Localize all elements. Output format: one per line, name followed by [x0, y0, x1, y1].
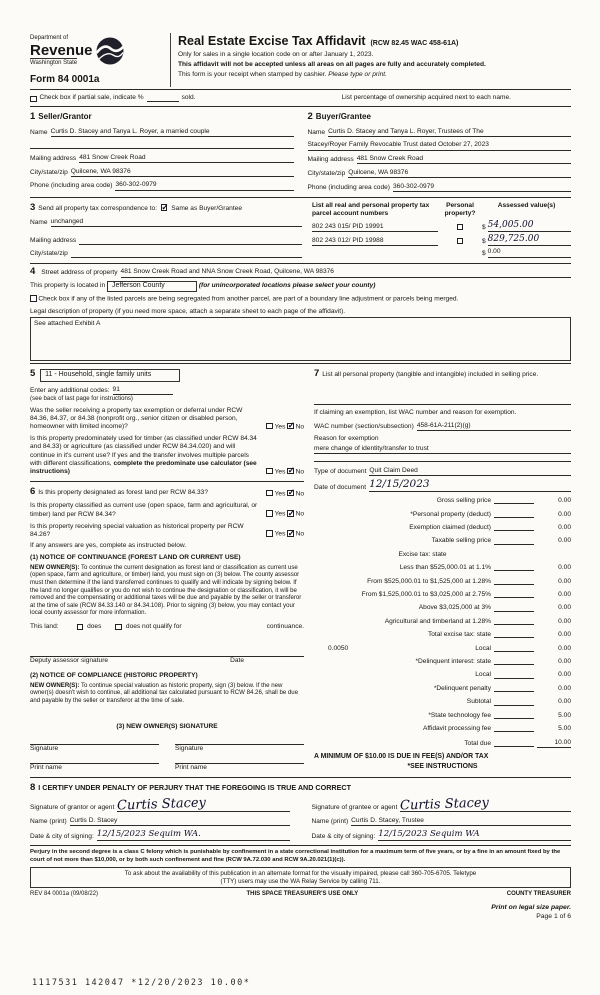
divider — [30, 363, 571, 364]
yes-label: Yes — [274, 530, 286, 538]
seller-buyer-sections — [30, 109, 571, 195]
parcel-row — [312, 235, 571, 246]
does-label: does — [87, 622, 102, 630]
reason-exemption-label: Reason for exemption — [314, 434, 379, 442]
affidavit-processing-fee-value: 5.00 — [558, 725, 571, 733]
certify-statement: I CERTIFY UNDER PENALTY OF PERJURY THAT THE FOREGOING IS TRUE AND CORRECT — [38, 783, 351, 793]
section-1-number: 1 — [30, 111, 36, 123]
footer-row — [30, 891, 571, 899]
gross-selling-price-label: Gross selling price — [436, 497, 491, 505]
print-instructions — [30, 904, 571, 921]
buyer-name-label: Name — [307, 128, 326, 136]
tax-row — [314, 497, 571, 505]
currency-symbol: $ — [482, 224, 486, 232]
owner-signature-pair — [30, 732, 304, 753]
s5q1-yes-checkbox[interactable] — [266, 423, 273, 430]
no-label: No — [295, 423, 304, 430]
header-note-3-text: This form is your receipt when stamped by cashier. — [178, 70, 329, 78]
current-use-question-row — [30, 502, 304, 518]
gross-selling-price-value: 0.00 — [558, 497, 571, 505]
s6q1-yes-checkbox[interactable] — [266, 490, 273, 497]
additional-codes-field[interactable]: 91 — [113, 386, 173, 395]
timber-question-bold: complete the predominate use calculator (see instructions) — [30, 459, 257, 476]
buyer-city-field[interactable]: Quilcene, WA 98376 — [348, 169, 571, 178]
county-select[interactable]: Jefferson County — [107, 281, 197, 292]
street-address-label: Street address of property — [41, 269, 118, 277]
parcel-numbers-header: List all real and personal property tax parcel account numbers — [312, 201, 430, 218]
seller-name-continuation-field[interactable] — [30, 141, 294, 149]
assessed-value-field[interactable]: 829,725.00 — [488, 235, 571, 246]
tax-row — [314, 524, 571, 532]
delinquent-interest-local-label: Local — [475, 671, 491, 679]
divider — [30, 777, 571, 778]
date-label: Date — [230, 657, 244, 665]
agricultural-label: Agricultural and timberland at 1.28% — [384, 617, 491, 625]
washington-state-label: Washington State — [30, 59, 78, 66]
grantee-signature-label: Signature of grantee or agent — [311, 803, 398, 811]
tax-row — [314, 564, 571, 572]
perjury-notice: Perjury in the second degree is a class C felony which is punishable by confinement in a state correctional institution for a maximum term of five years, or by a fine in an amount fixed by the court of not more than $10,000, or by both such confinement and fine (RCW 9A.72.030 and RCW 9A.20.021(1)(c)). — [30, 848, 561, 863]
total-due-label: Total due — [464, 739, 491, 747]
segregation-row — [30, 295, 571, 304]
header-note-1: Only for sales in a single location code on or after January 1, 2023. — [178, 51, 374, 59]
tax-row — [314, 511, 571, 519]
tier4-value: 0.00 — [558, 604, 571, 612]
excise-tax-state-header: Excise tax: state — [398, 550, 447, 558]
grantor-date-city-field[interactable]: 12/15/2023 Sequim WA. — [97, 830, 290, 841]
total-excise-state-value: 0.00 — [558, 631, 571, 639]
revenue-label: Revenue — [30, 41, 93, 59]
see-instructions-note: *SEE INSTRUCTIONS — [407, 763, 478, 771]
section-3-correspondence — [30, 200, 571, 261]
parcel-number-field[interactable]: 802 243 012/ PID 19988 — [312, 237, 438, 246]
signature-label: Signature — [175, 744, 204, 752]
legal-description-value: See attached Exhibit A — [34, 319, 101, 327]
leader-line — [494, 664, 534, 665]
rev-number: REV 84 0001a (09/08/22) — [30, 890, 99, 897]
state-technology-fee-label: *State technology fee — [428, 711, 491, 719]
seller-phone-field[interactable]: 360-302-0979 — [115, 181, 293, 190]
tax-row — [314, 618, 571, 626]
local-tax-value: 0.00 — [558, 644, 571, 652]
no-label: No — [295, 510, 304, 518]
buyer-phone-label: Phone (including area code) — [307, 183, 390, 191]
correspondence-mailing-label: Mailing address — [30, 236, 77, 244]
seller-mailing-label: Mailing address — [30, 154, 77, 162]
same-as-buyer-label: Same as Buyer/Grantee — [171, 204, 242, 212]
local-rate-row — [314, 645, 571, 653]
tax-row — [314, 631, 571, 639]
tax-row — [314, 725, 571, 733]
leader-line — [494, 691, 534, 692]
page-indicator: Page 1 of 6 — [536, 912, 571, 920]
segregated-label: Check box if any of the listed parcels are being segregated from another parcel, are part of a boundary line adjustment or parcels being merged. — [38, 295, 459, 303]
leader-line — [494, 611, 534, 612]
title-block — [170, 33, 571, 87]
buyer-mailing-field[interactable]: 481 Snow Creek Road — [357, 155, 571, 164]
subtotal-label: Subtotal — [466, 698, 491, 706]
tier4-label: Above $3,025,000 at 3% — [418, 604, 491, 612]
s6q1-no-checkbox[interactable] — [287, 490, 294, 497]
divider — [30, 845, 571, 846]
legal-size-note: Print on legal size paper. — [491, 904, 571, 912]
leader-line — [494, 597, 534, 598]
send-correspondence-label: Send all property tax correspondence to: — [38, 204, 158, 212]
deputy-assessor-label: Deputy assessor signature — [30, 657, 109, 665]
leader-line — [494, 637, 534, 638]
personal-property-deduct-label: *Personal property (deduct) — [410, 510, 491, 518]
parcel-row — [312, 221, 571, 232]
parcel-table — [312, 202, 571, 258]
section-6-number: 6 — [30, 486, 36, 498]
currency-symbol: $ — [482, 249, 486, 257]
grantee-signature-field[interactable] — [400, 795, 571, 814]
buyer-city-label: City/state/zip — [307, 169, 346, 177]
buyer-mailing-label: Mailing address — [307, 156, 354, 164]
timber-question-row — [30, 435, 304, 476]
tier3-label: From $1,525,000.01 to $3,025,000 at 2.75% — [361, 590, 491, 598]
page-title: Real Estate Excise Tax Affidavit — [178, 34, 366, 48]
buyer-grantee-title: Buyer/Grantee — [315, 112, 371, 122]
additional-codes-label: Enter any additional codes: — [30, 386, 110, 394]
leader-line — [494, 584, 534, 585]
no-label: No — [295, 530, 304, 538]
grantor-signature-script: Curtis Stacey — [117, 795, 207, 814]
yes-label: Yes — [274, 510, 286, 518]
seller-name-label: Name — [30, 128, 48, 136]
personal-property-checkbox[interactable] — [457, 224, 464, 231]
assessed-values-header: Assessed value(s) — [497, 201, 556, 209]
s6q3-yes-checkbox[interactable] — [266, 530, 273, 537]
buyer-name-field[interactable]: Curtis D. Stacey and Tanya L. Royer, Trustees of The — [328, 128, 571, 137]
land-qualify-row — [30, 623, 304, 631]
county-row — [30, 281, 571, 292]
tax-row — [314, 604, 571, 612]
type-of-document-label: Type of document — [314, 468, 367, 476]
wac-number-field[interactable]: 458-61A-211(2)(g) — [417, 422, 571, 431]
taxable-selling-price-value: 0.00 — [558, 537, 571, 545]
affidavit-processing-fee-label: Affidavit processing fee — [422, 725, 491, 733]
leader-line — [494, 705, 534, 706]
correspondence-city-label: City/state/zip — [30, 249, 68, 257]
does-not-label: does not qualify for — [125, 622, 182, 630]
grantor-signature-block — [30, 794, 290, 841]
forest-land-question: Is this property designated as forest land per RCW 84.33? — [38, 489, 208, 497]
deputy-signature-labels — [30, 657, 304, 665]
section-7-number: 7 — [314, 367, 320, 379]
yes-label: Yes — [274, 490, 286, 498]
delinquent-interest-local-value: 0.00 — [558, 671, 571, 679]
parcel-table-header — [312, 202, 571, 218]
section-5-number: 5 — [30, 367, 36, 379]
county-note: (for unincorporated locations please select your county) — [198, 282, 376, 290]
seller-city-field[interactable]: Quilcene, WA 98376 — [71, 168, 294, 177]
land-use-code-select[interactable]: 11 - Household, single family units — [40, 369, 180, 382]
minimum-due-note: A MINIMUM OF $10.00 IS DUE IN FEE(S) AND/OR TAX — [314, 752, 489, 760]
new-owners-signature-title: (3) NEW OWNER(S) SIGNATURE — [116, 723, 218, 731]
grantee-printname-label: Name (print) — [311, 817, 349, 825]
section-1-seller — [30, 110, 294, 192]
grantee-printname-field[interactable]: Curtis D. Stacey, Trustee — [351, 817, 571, 826]
delinquent-interest-state-label: *Delinquent interest: state — [415, 658, 491, 666]
forest-land-question-row — [30, 486, 304, 498]
notice-compliance-text: To continue special valuation as historic property, sign (3) below. If the new owner(s) doesn't wish to continue, all additional tax calculated pursuant to RCW 84.26, shall be due and payable by the seller or transferor at the time of sale. — [30, 681, 299, 704]
agricultural-value: 0.00 — [558, 617, 571, 625]
tax-row — [314, 591, 571, 599]
segregated-checkbox[interactable] — [30, 295, 37, 302]
s6q2-yes-checkbox[interactable] — [266, 510, 273, 517]
personal-property-deduct-value: 0.00 — [558, 510, 571, 518]
if-yes-instruction: If any answers are yes, complete as instructed below. — [30, 542, 187, 550]
header-note-3 — [178, 71, 571, 79]
legal-description-box[interactable] — [30, 317, 571, 361]
divider — [314, 461, 571, 462]
assessed-value-field[interactable]: 54,005.00 — [488, 221, 571, 232]
buyer-name-continuation-field[interactable]: Stacey/Royer Family Revocable Trust dated October 27, 2023 — [308, 141, 572, 150]
divider — [30, 89, 571, 90]
section-4-number: 4 — [30, 265, 36, 277]
timber-question: Is this property predominately used for timber (as classified under RCW 84.34 and 84.33) or agriculture (as classified under RCW 84.34.020) and will continue in it's current use? If yes and the transfer involves multiple parcels with different classifications, — [30, 435, 257, 467]
no-label: No — [295, 468, 304, 476]
left-column — [30, 368, 304, 772]
tax-row — [314, 712, 571, 720]
type-of-document-field[interactable]: Quit Claim Deed — [369, 467, 571, 476]
leader-line — [494, 624, 534, 625]
leader-line — [494, 544, 534, 545]
yes-label: Yes — [274, 423, 286, 430]
county-treasurer-label: COUNTY TREASURER — [506, 890, 571, 897]
s6q2-no-checkbox[interactable] — [287, 510, 294, 517]
ownership-percentage-note: List percentage of ownership acquired next to each name. — [341, 94, 511, 101]
leader-line — [494, 570, 534, 571]
section-5-use-code — [30, 368, 304, 382]
personal-property-checkbox[interactable] — [457, 238, 464, 245]
partial-sale-checkbox[interactable] — [30, 96, 37, 103]
total-excise-state-label: Total excise tax: state — [427, 631, 491, 639]
tax-row — [314, 537, 571, 545]
treasurer-space-label: THIS SPACE TREASURER'S USE ONLY — [246, 890, 359, 897]
continuance-label: continuance. — [266, 622, 304, 630]
land-does-not-checkbox[interactable] — [115, 624, 122, 631]
percent-sold-field[interactable] — [147, 95, 179, 102]
no-label: No — [295, 490, 304, 498]
leader-line — [494, 718, 534, 719]
s5q1-no-checkbox[interactable] — [287, 423, 294, 430]
notice-continuance-title: (1) NOTICE OF CONTINUANCE (FOREST LAND OR CURRENT USE) — [30, 554, 241, 562]
correspondence-block — [30, 202, 302, 258]
rcw-reference: (RCW 82.45 WAC 458-61A) — [370, 40, 459, 47]
delinquent-penalty-label: *Delinquent penalty — [433, 684, 491, 692]
section-3-number: 3 — [30, 201, 36, 213]
wac-number-label: WAC number (section/subsection) — [314, 422, 414, 430]
leader-line — [494, 503, 534, 504]
grantee-date-city-label: Date & city of signing: — [311, 832, 376, 840]
date-of-document-label: Date of document — [314, 483, 367, 491]
yes-label: Yes — [274, 468, 286, 476]
taxable-selling-price-label: Taxable selling price — [431, 537, 491, 545]
dept-of-label: Department of — [30, 35, 69, 41]
tier2-label: From $525,000.01 to $1,525,000 at 1.28% — [367, 577, 491, 585]
new-owners-label: NEW OWNER(S): — [30, 563, 80, 571]
grantor-signature-field[interactable] — [117, 795, 289, 814]
tax-row — [314, 658, 571, 666]
print-name-label: Print name — [30, 763, 62, 771]
notice-continuance-text: To continue the current designation as forest land or classification as current use (open space, farm and agriculture, or timber) land, you must sign on (3) below. The county assessor must then determine if the land transferred continues to qualify and will indicate by signing below. If the land no longer qualifies or you do not wish to continue the designation or classification, it will be removed and the compensating or additional taxes will be due and payable by the seller or transferor at the time of sale (RCW 84.33.140 or 84.34.108). Prior to signing (3) below, you may contact your local county assessor for more information. — [30, 563, 302, 617]
section-8-certification — [30, 780, 571, 843]
tier2-value: 0.00 — [558, 577, 571, 585]
accessibility-line-2: (TTY) users may use the WA Relay Service by calling 711. — [220, 877, 381, 885]
correspondence-name-field[interactable]: unchanged — [51, 218, 302, 227]
exemption-question-row — [30, 407, 304, 432]
tier1-value: 0.00 — [558, 564, 571, 572]
historic-question-row — [30, 523, 304, 539]
total-due-value: 10.00 — [537, 739, 571, 748]
section-8-number: 8 — [30, 782, 36, 794]
codes-note: (see back of last page for instructions) — [30, 394, 133, 402]
accessibility-line-1: To ask about the availability of this publication in an alternate format for the visually impaired, please call 360-705-6705. Teletype — [124, 869, 477, 877]
personal-property-header: Personal property? — [444, 201, 476, 218]
state-technology-fee-value: 5.00 — [558, 711, 571, 719]
correspondence-name-label: Name — [30, 219, 48, 227]
signature-label: Signature — [30, 744, 59, 752]
header — [30, 33, 571, 87]
form-number: Form 84 0001a — [30, 74, 100, 85]
correspondence-city-field[interactable] — [71, 250, 302, 258]
seller-grantor-title: Seller/Grantor — [38, 112, 92, 122]
affidavit-page — [30, 33, 571, 921]
tax-row — [314, 685, 571, 693]
section-4-property — [30, 266, 571, 361]
tax-row — [314, 698, 571, 706]
section-7-header — [314, 368, 571, 380]
dor-logo-block — [30, 33, 170, 87]
s5q2-yes-checkbox[interactable] — [266, 468, 273, 475]
leader-line — [494, 651, 534, 652]
divider — [30, 197, 571, 198]
personal-property-blank-area[interactable] — [314, 380, 571, 402]
exemption-claimed-value: 0.00 — [558, 524, 571, 532]
seller-phone-label: Phone (including area code) — [30, 182, 113, 190]
leader-line — [494, 746, 534, 747]
date-of-document-field[interactable]: 12/15/2023 — [369, 479, 571, 492]
exemption-question: Was the seller receiving a property tax exemption or deferral under RCW 84.36, 84.37, or 84.38 (nonprofit org., senior citizen or disabled person, homeowner with limited income)? — [30, 406, 243, 430]
divider — [30, 263, 571, 264]
notice-compliance-title: (2) NOTICE OF COMPLIANCE (HISTORIC PROPERTY) — [30, 672, 198, 680]
assessed-value-field[interactable]: 0.00 — [488, 249, 571, 258]
street-address-field[interactable]: 481 Snow Creek Road and NNA Snow Creek Road, Quilcene, WA 98376 — [121, 268, 571, 277]
historic-question: Is this property receiving special valuation as historical property per RCW 84.26? — [30, 522, 244, 538]
accessibility-notice — [30, 867, 571, 888]
located-in-label: This property is located in — [30, 282, 106, 290]
grantor-signature-label: Signature of grantor or agent — [30, 803, 115, 811]
buyer-phone-field[interactable]: 360-302-0979 — [393, 183, 571, 192]
tax-row — [314, 671, 571, 679]
leader-line — [494, 530, 534, 531]
grantor-date-city-label: Date & city of signing: — [30, 832, 94, 840]
section-2-buyer — [308, 110, 572, 192]
seller-name-field[interactable]: Curtis D. Stacey and Tanya L. Royer, a married couple — [51, 128, 294, 137]
tier3-value: 0.00 — [558, 590, 571, 598]
lower-columns — [30, 366, 571, 775]
dor-logo-icon — [95, 36, 125, 66]
grantor-printname-field[interactable]: Curtis D. Stacey — [70, 817, 290, 826]
right-column — [314, 368, 571, 772]
personal-property-list-label: List all personal property (tangible and intangible) included in selling price. — [322, 370, 539, 378]
grantor-printname-label: Name (print) — [30, 817, 67, 825]
cashier-receipt-stamp: 1117531 142047 *12/20/2023 10.00* — [32, 978, 251, 988]
new-owners-label: NEW OWNER(S): — [30, 681, 80, 689]
this-land-label: This land: — [30, 622, 59, 630]
sold-label: sold. — [181, 94, 196, 101]
leader-line — [494, 678, 534, 679]
currency-symbol: $ — [482, 238, 486, 246]
delinquent-penalty-value: 0.00 — [558, 684, 571, 692]
owner-printname-pair — [30, 753, 304, 772]
print-name-label: Print name — [175, 763, 207, 771]
local-rate-value: 0.0050 — [328, 644, 349, 652]
section-2-number: 2 — [307, 111, 313, 123]
header-note-3-italic: Please type or print. — [328, 70, 387, 78]
local-label: Local — [475, 644, 491, 652]
s6q3-no-checkbox[interactable] — [287, 530, 294, 537]
divider — [314, 404, 571, 405]
parcel-number-field[interactable]: 802 243 015/ PID 19991 — [312, 223, 438, 232]
tax-row — [314, 578, 571, 586]
seller-mailing-field[interactable]: 481 Snow Creek Road — [79, 154, 293, 163]
divider — [30, 106, 571, 107]
notice-compliance-body — [30, 682, 304, 705]
partial-sale-row — [30, 92, 571, 105]
grantee-signature-block — [312, 794, 572, 841]
tax-row — [314, 739, 571, 748]
partial-sale-label: Check box if partial sale, indicate % — [39, 94, 144, 101]
tier1-label: Less than $525,000.01 at 1.1% — [399, 564, 491, 572]
notice-continuance-body — [30, 564, 304, 617]
reason-exemption-field[interactable]: mere change of identity/transfer to trust — [314, 445, 571, 454]
exemption-intro: If claiming an exemption, list WAC number and reason for exemption. — [314, 408, 517, 416]
delinquent-interest-state-value: 0.00 — [558, 658, 571, 666]
same-as-buyer-checkbox[interactable] — [161, 204, 168, 211]
grantee-date-city-field[interactable]: 12/15/2023 Sequim WA — [378, 830, 571, 841]
leader-line — [494, 517, 534, 518]
leader-line — [494, 731, 534, 732]
header-note-2: This affidavit will not be accepted unless all areas on all pages are fully and accurately completed. — [178, 60, 486, 68]
divider — [30, 481, 304, 482]
seller-city-label: City/state/zip — [30, 168, 68, 176]
legal-description-label: Legal description of property (if you need more space, attach a separate sheet to each page of the affidavit). — [30, 307, 346, 315]
correspondence-mailing-field[interactable] — [79, 237, 302, 245]
land-does-checkbox[interactable] — [77, 624, 84, 631]
exemption-claimed-label: Exemption claimed (deduct) — [409, 524, 491, 532]
parcel-row — [312, 249, 571, 258]
current-use-question: Is this property classified as current use (open space, farm and agricultural, or timber) land per RCW 84.34? — [30, 502, 258, 518]
grantee-signature-script: Curtis Stacey — [400, 795, 490, 814]
subtotal-value: 0.00 — [558, 698, 571, 706]
s5q2-no-checkbox[interactable] — [287, 468, 294, 475]
